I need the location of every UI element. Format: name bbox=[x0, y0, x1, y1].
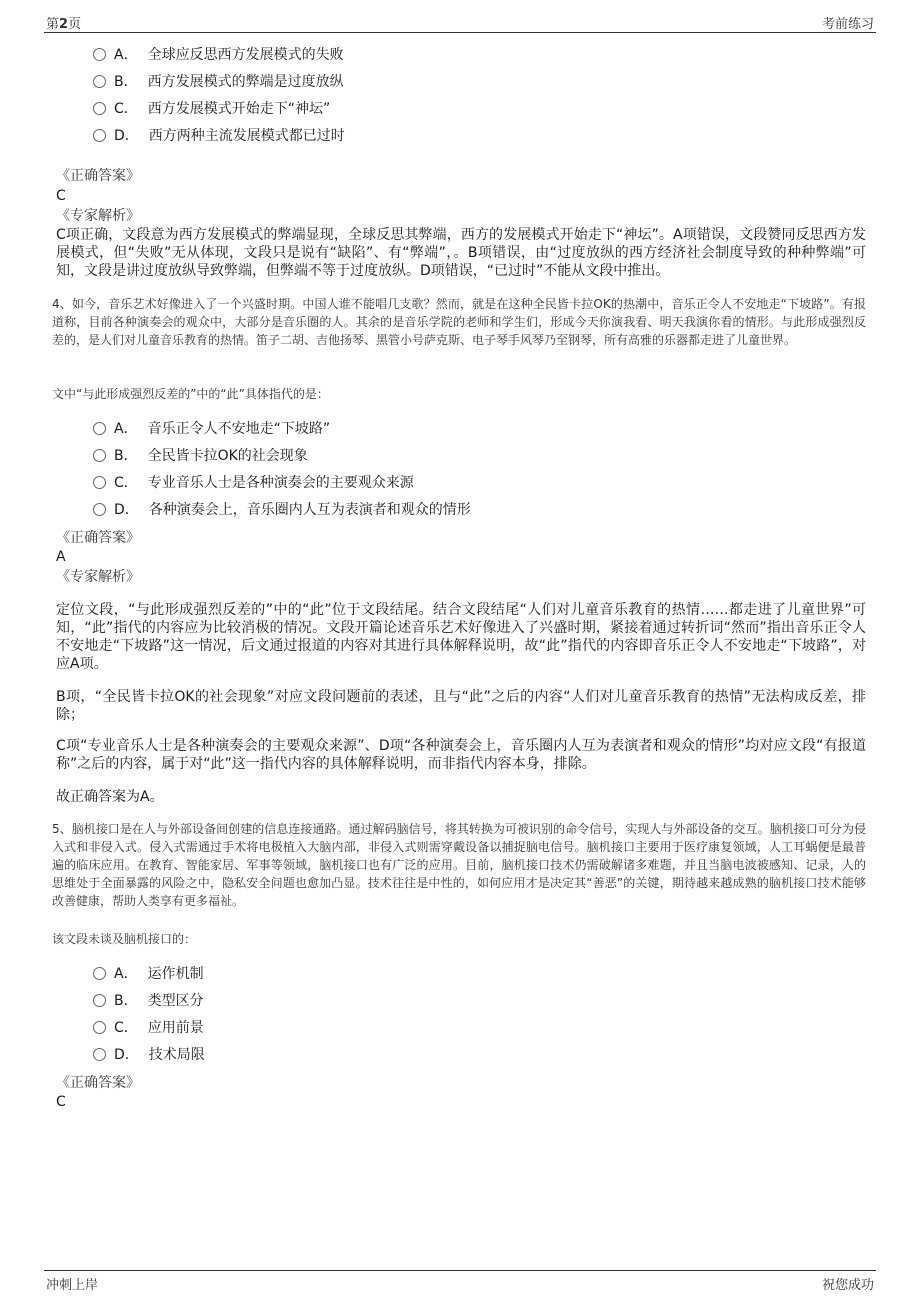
q4-analysis-p1: 定位文段，“与此形成强烈反差的”中的“此”位于文段结尾。结合文段结尾“人们对儿童音乐教育的热情……都走进了儿童世界”可知，“此”指代的内容应为比较消极的情况。文段开篇论述音乐艺术好像进入了兴盛时期，紧接着通过转折词“然而”指出音乐正令人不安地走“下坡路”这一情况，后文通过报道的内容对其进行具体解释说明，故“此”指代的内容即音乐正令人不安地走“下坡路”，对应A项。 bbox=[56, 602, 866, 672]
radio-icon[interactable] bbox=[93, 503, 106, 516]
q5-answer-label: 《正确答案》 bbox=[56, 1075, 140, 1091]
radio-icon[interactable] bbox=[93, 476, 106, 489]
q4-answer-label: 《正确答案》 bbox=[56, 530, 140, 546]
q5-option-d[interactable]: D． 技术局限 bbox=[93, 1044, 205, 1066]
radio-icon[interactable] bbox=[93, 48, 106, 61]
radio-icon[interactable] bbox=[93, 449, 106, 462]
q3-answer: C bbox=[56, 188, 66, 204]
q3-answer-label: 《正确答案》 bbox=[56, 168, 140, 184]
q4-passage: 4、如今，音乐艺术好像进入了一个兴盛时期。中国人谁不能唱几支歌？然而，就是在这种全民皆卡拉OK的热潮中，音乐正令人不安地走“下坡路”。有报道称，目前各种演奏会的观众中，大部分是音乐圈的人。其余的是音乐学院的老师和学生们，形成今天你演我看、明天我演你看的情形。与此形成强烈反差的，是人们对儿童音乐教育的热情。笛子二胡、吉他扬琴、黑管小号萨克斯、电子琴手风琴乃至钢琴，所有高雅的乐器都走进了儿童世界。 bbox=[52, 297, 866, 347]
q4-option-b[interactable]: B． 全民皆卡拉OK的社会现象 bbox=[93, 445, 308, 467]
radio-icon[interactable] bbox=[93, 994, 106, 1007]
q5-option-a[interactable]: A． 运作机制 bbox=[93, 963, 204, 985]
q5-option-c[interactable]: C． 应用前景 bbox=[93, 1017, 204, 1039]
q4-analysis-p2: B项，“全民皆卡拉OK的社会现象”对应文段问题前的表述，且与“此”之后的内容“人们对儿童音乐教育的热情”无法构成反差，排除； bbox=[56, 689, 866, 723]
radio-icon[interactable] bbox=[93, 1021, 106, 1034]
q5-answer: C bbox=[56, 1094, 66, 1110]
q4-analysis-label: 《专家解析》 bbox=[56, 569, 140, 585]
q4-option-a[interactable]: A． 音乐正令人不安地走“下坡路” bbox=[93, 418, 330, 440]
q4-option-c[interactable]: C． 专业音乐人士是各种演奏会的主要观众来源 bbox=[93, 472, 414, 494]
q4-option-d[interactable]: D． 各种演奏会上，音乐圈内人互为表演者和观众的情形 bbox=[93, 499, 471, 521]
page-number: 第2页 bbox=[46, 17, 82, 32]
radio-icon[interactable] bbox=[93, 129, 106, 142]
page-footer bbox=[44, 1270, 876, 1295]
radio-icon[interactable] bbox=[93, 102, 106, 115]
radio-icon[interactable] bbox=[93, 75, 106, 88]
q4-analysis-p4: 故正确答案为A。 bbox=[56, 789, 164, 805]
q4-analysis-p3: C项“专业音乐人士是各种演奏会的主要观众来源”、D项“各种演奏会上，音乐圈内人互为表演者和观众的情形”均对应文段“有报道称”之后的内容，属于对“此”这一指代内容的具体解释说明，而非指代内容本身，排除。 bbox=[56, 738, 866, 772]
q3-analysis: C项正确，文段意为西方发展模式的弊端显现，全球反思其弊端，西方的发展模式开始走下“神坛”。A项错误，文段赞同反思西方发展模式，但“失败”无从体现，文段只是说有“缺陷”、有“弊端”，。B项错误，由“过度放纵的西方经济社会制度导致的种种弊端”可知，文段是讲过度放纵导致弊端，但弊端不等于过度放纵。D项错误，“已过时”不能从文段中推出。 bbox=[56, 227, 866, 279]
radio-icon[interactable] bbox=[93, 1048, 106, 1061]
q3-option-c[interactable]: C． 西方发展模式开始走下“神坛” bbox=[93, 98, 330, 120]
header-title: 考前练习 bbox=[821, 17, 874, 32]
q3-option-a[interactable]: A． 全球应反思西方发展模式的失败 bbox=[93, 44, 344, 66]
footer-left: 冲刺上岸 bbox=[46, 1278, 99, 1293]
page-header bbox=[44, 10, 876, 33]
q3-analysis-label: 《专家解析》 bbox=[56, 208, 140, 224]
q5-prompt: 该文段未谈及脑机接口的： bbox=[52, 932, 197, 946]
radio-icon[interactable] bbox=[93, 967, 106, 980]
q3-option-d[interactable]: D． 西方两种主流发展模式都已过时 bbox=[93, 125, 345, 147]
q4-prompt: 文中“与此形成强烈反差的”中的“此”具体指代的是： bbox=[52, 387, 329, 401]
radio-icon[interactable] bbox=[93, 422, 106, 435]
q5-option-b[interactable]: B． 类型区分 bbox=[93, 990, 204, 1012]
q4-answer: A bbox=[56, 549, 66, 565]
q5-passage: 5、脑机接口是在人与外部设备间创建的信息连接通路。通过解码脑信号，将其转换为可被识别的命令信号，实现人与外部设备的交互。脑机接口可分为侵入式和非侵入式。侵入式需通过手术将电极植入大脑内部，非侵入式则需穿戴设备以捕捉脑电信号。脑机接口主要用于医疗康复领域，人工耳蜗便是最普遍的临床应用。在教育、智能家居、军事等领域，脑机接口也有广泛的应用。目前，脑机接口技术仍需破解诸多难题，并且当脑电波被感知、记录，人的思维处于全面暴露的风险之中，隐私安全问题也愈加凸显。技术往往是中性的，如何应用才是决定其“善恶”的关键，期待越来越成熟的脑机接口技术能够改善健康，帮助人类享有更多福祉。 bbox=[52, 822, 866, 908]
q3-option-b[interactable]: B． 西方发展模式的弊端是过度放纵 bbox=[93, 71, 344, 93]
footer-right: 祝您成功 bbox=[821, 1278, 874, 1293]
